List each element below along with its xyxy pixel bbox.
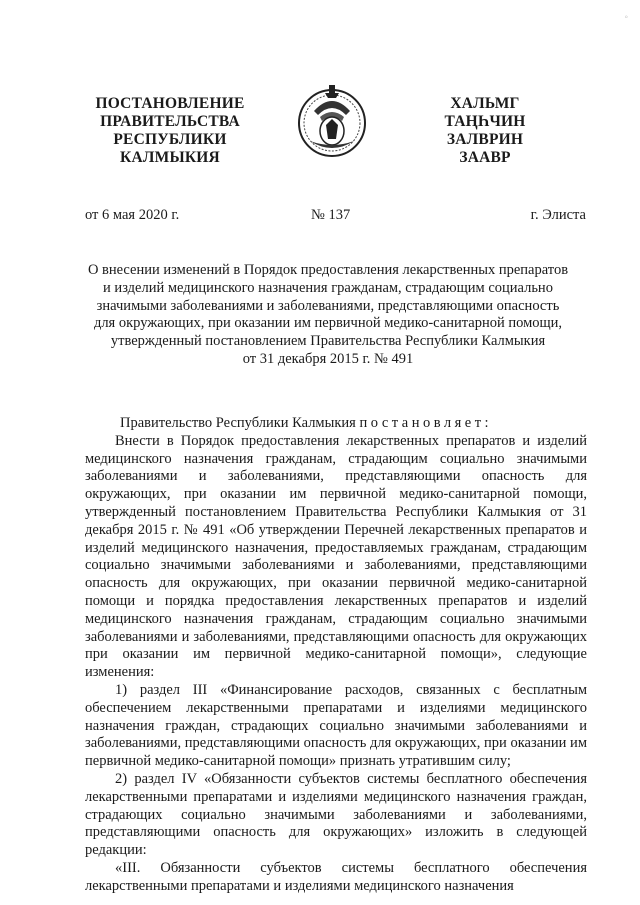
document-number: № 137 — [311, 207, 351, 223]
intro-verb: постановляет: — [359, 415, 493, 431]
header-kalmyk — [385, 95, 585, 167]
header-line: ПРАВИТЕЛЬСТВА — [100, 113, 240, 130]
header-line: РЕСПУБЛИКИ — [113, 131, 227, 148]
body-paragraph: Внести в Порядок предоставления лекарственных препаратов и изделий медицинского назначения гражданам, страдающим социально значимыми заболеваниями и заболеваниями, представляющими опасность для окружающих, при оказании им первичной медико-санитарной помощи, утвержденный постановлением Правительства Республики Калмыкия от 31 декабря 2015 г. № 491 «Об утверждении Перечней лекарственных препаратов и изделий медицинского назначения, предоставляемых гражданам, страдающим социально значимыми заболеваниями и заболеваниями, представляющими опасность для окружающих, при оказании первичной медико-санитарной помощи и порядка предоставления лекарственных препаратов и изделий медицинского назначения гражданам, страдающим социально значимыми заболеваниями и заболеваниями, представляющими опасность для окружающих при оказании им первичной медико-санитарной помощи», следующие изменения: — [85, 432, 587, 681]
title-line: утвержденный постановлением Правительства Республики Калмыкия — [110, 333, 546, 350]
body-paragraph: 2) раздел IV «Обязанности субъектов системы бесплатного обеспечения лекарственными препаратами и изделиями медицинского назначения граждан, страдающих социально значимыми заболеваниями и заболеваниями, представляющими опасность для окружающих» изложить в следующей редакции: — [85, 770, 587, 859]
title-line: значимыми заболеваниями и заболеваниями, представляющими опасность — [96, 297, 560, 314]
page-corner-mark: ◦ — [624, 12, 628, 23]
header-line: ХАЛЬМГ — [450, 95, 520, 112]
body-paragraph: «III. Обязанности субъектов системы бесплатного обеспечения лекарственными препаратами и изделиями медицинского назначения — [85, 859, 587, 894]
header-line: ПОСТАНОВЛЕНИЕ — [95, 95, 245, 112]
document-body — [85, 415, 587, 896]
intro-paragraph — [85, 415, 587, 433]
header-russian — [70, 95, 270, 167]
header-line: ЗАЛВРИН — [446, 131, 524, 148]
intro-text: Правительство Республики Калмыкия — [120, 415, 356, 431]
title-line: О внесении изменений в Порядок предоставления лекарственных препаратов — [87, 262, 569, 278]
title-line: и изделий медицинского назначения гражданам, страдающим социально — [103, 279, 553, 296]
title-line: от 31 декабря 2015 г. № 491 — [242, 350, 414, 367]
header-line: КАЛМЫКИЯ — [120, 149, 220, 166]
document-date: от 6 мая 2020 г. — [85, 207, 180, 223]
header-line: ЗААВР — [459, 149, 511, 166]
document-city: г. Элиста — [530, 207, 586, 223]
body-paragraph: 1) раздел III «Финансирование расходов, связанных с бесплатным обеспечением лекарственными препаратами и изделиями медицинского назначения граждан, страдающих социально значимыми заболеваниями и заболеваниями, представляющими опасность для окружающих, при оказании им первичной медико-санитарной помощи» признать утратившим силу; — [85, 681, 587, 770]
header-line: ТАҢҺЧИН — [444, 113, 526, 130]
document-title — [70, 262, 586, 369]
coat-of-arms-icon — [296, 81, 368, 161]
title-line: для окружающих, при оказании им первичной медико-санитарной помощи, — [93, 315, 563, 332]
